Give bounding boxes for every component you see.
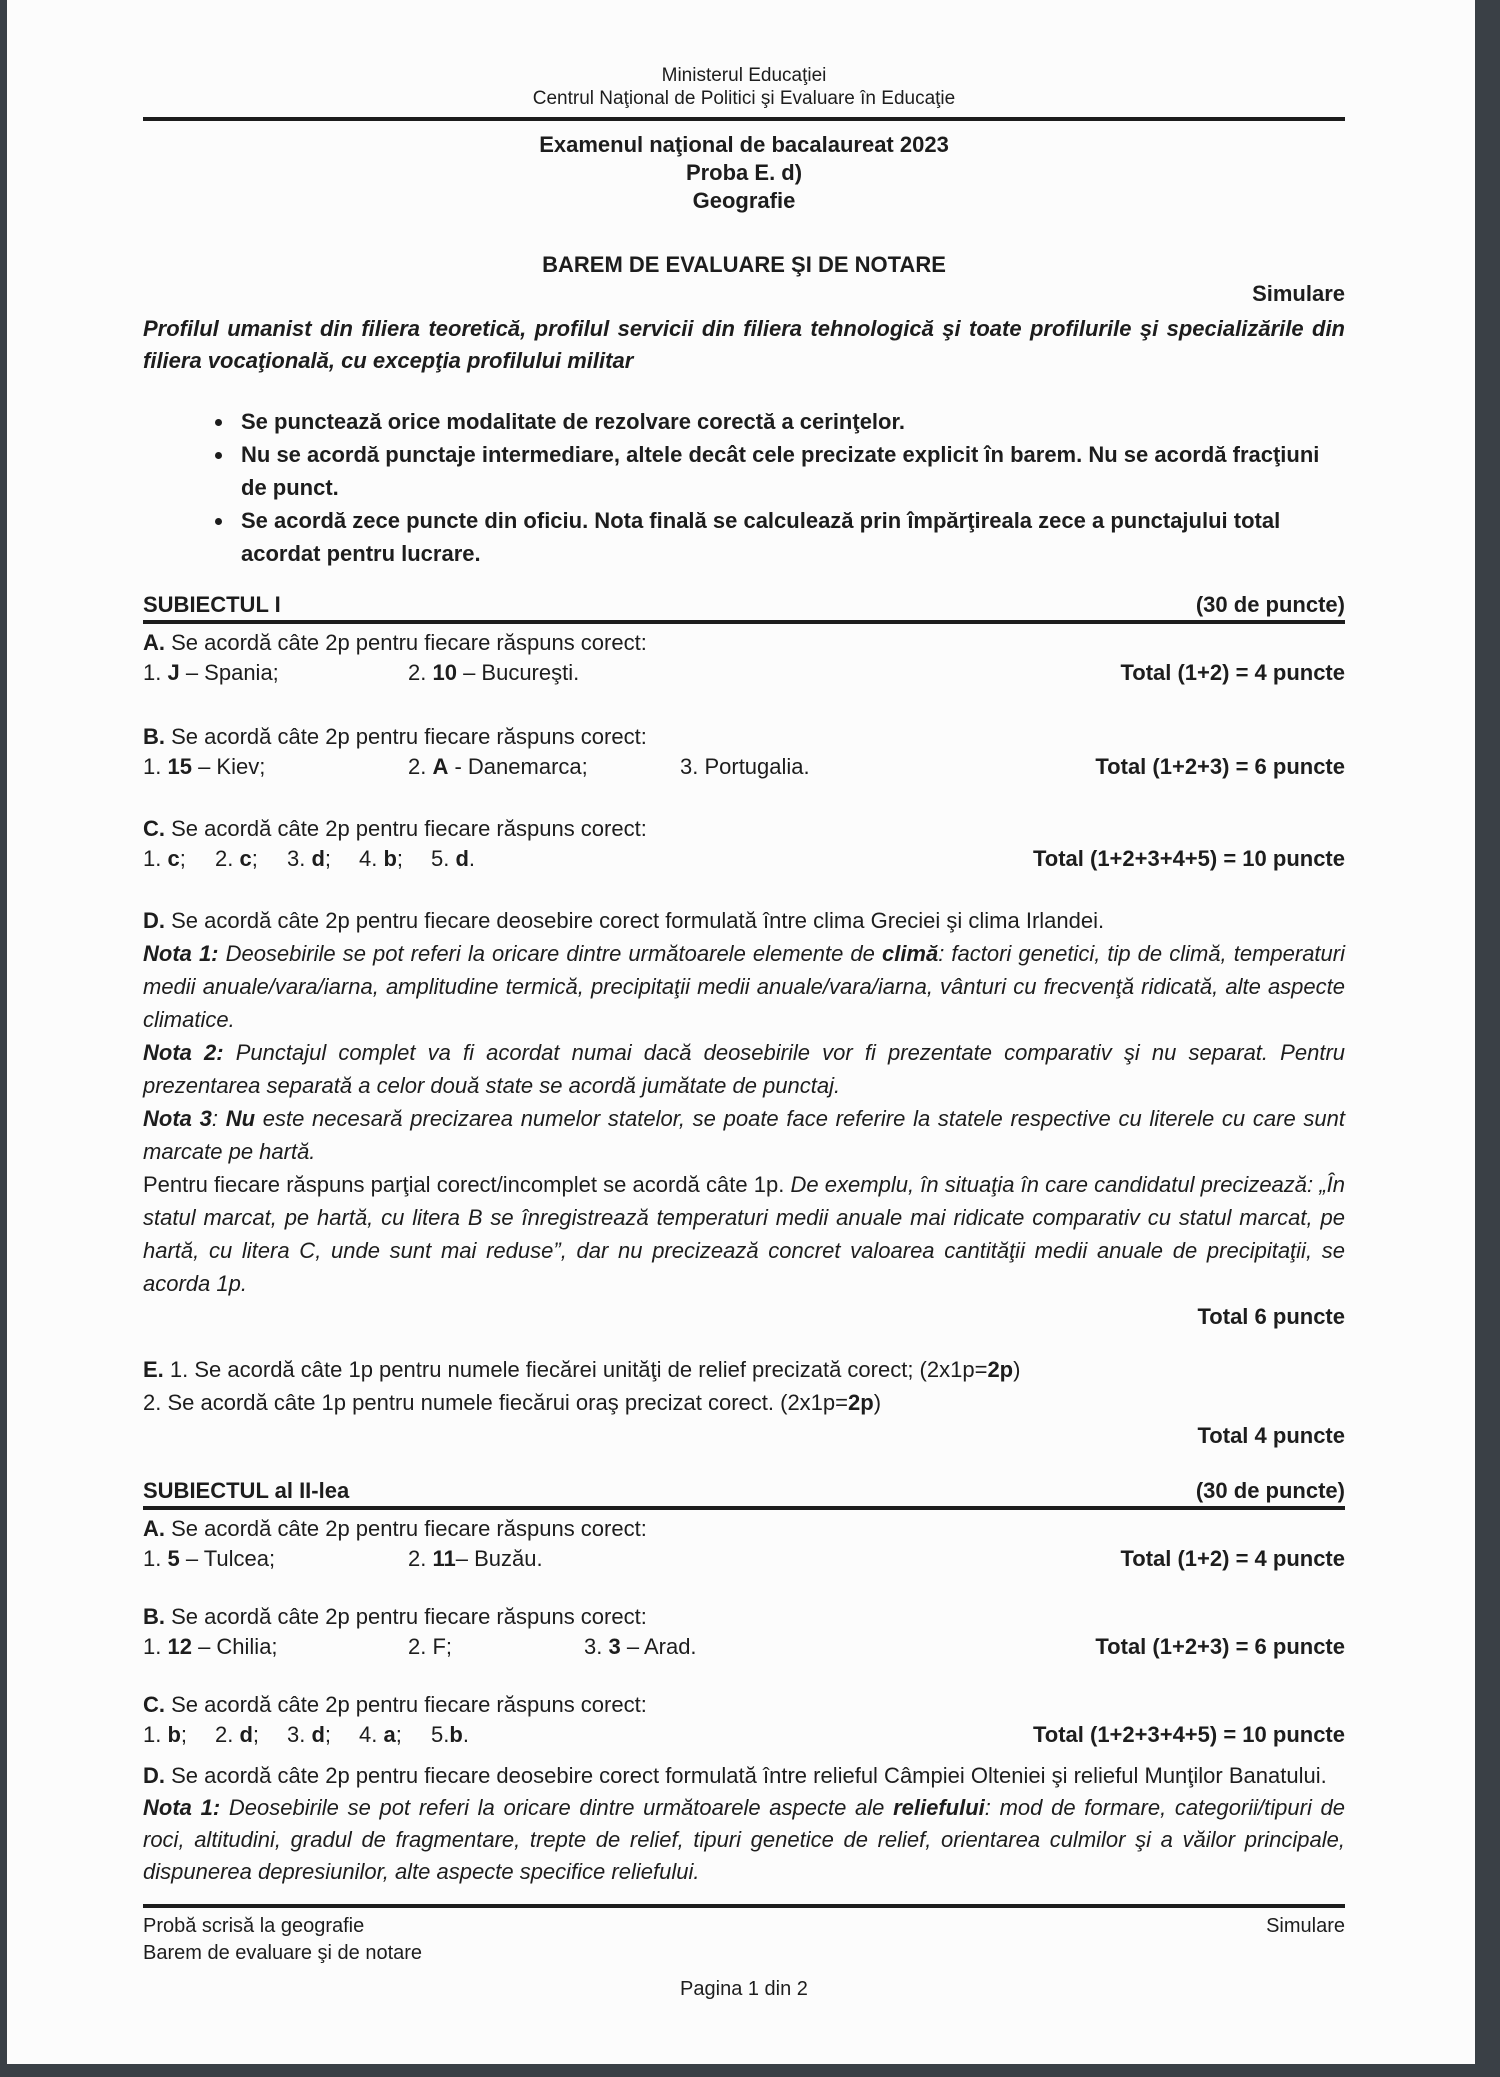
- answer-item: 2. d;: [215, 1722, 260, 1747]
- simulare-label: Simulare: [1252, 281, 1345, 306]
- general-rules-list: [143, 405, 1345, 570]
- answer-item: 4. b;: [359, 846, 404, 871]
- answer-item: 3. d;: [287, 846, 332, 871]
- footer-page-number: Pagina 1 din 2: [680, 1978, 808, 2000]
- ministry-line2: Centrul Naţional de Politici şi Evaluare în Educaţie: [532, 88, 956, 109]
- answer-item: 4. a;: [359, 1722, 402, 1747]
- answer-item: 1. b;: [143, 1722, 188, 1747]
- ministry-line1: Ministerul Educaţiei: [661, 65, 827, 86]
- rule-item-1: • Se punctează orice modalitate de rezolvare corectă a cerinţelor.: [235, 405, 1345, 438]
- s1-a-answers: [143, 658, 1345, 688]
- profile-paragraph: Profilul umanist din filiera teoretică, profilul servicii din filiera tehnologică şi toate profilurile şi specializările din filiera vocaţională, cu excepţia profilului militar: [143, 316, 1345, 373]
- s1-b-intro: B. Se acordă câte 2p pentru fiecare răspuns corect:: [143, 724, 647, 749]
- answer-item: 3. 3 – Arad.: [584, 1634, 697, 1659]
- s2-d-lead: D. Se acordă câte 2p pentru fiecare deosebire corect formulată între relieful Câmpiei Olteniei şi relieful Munţilor Banatului.: [143, 1763, 1327, 1788]
- s1-e-block: [143, 1353, 1345, 1452]
- answer-item: 2. F;: [408, 1634, 453, 1659]
- s2-b-answers: [143, 1632, 1345, 1662]
- page-content: [7, 0, 1475, 1888]
- answer-item: 2. 10 – Bucureşti.: [408, 660, 580, 685]
- footer-row: [143, 1913, 1345, 1940]
- answer-item: 5. d.: [431, 846, 476, 871]
- s1-e-line2: 2. Se acordă câte 1p pentru numele fiecărui oraş precizat corect. (2x1p=2p): [143, 1390, 882, 1415]
- answer-item: 1. 12 – Chilia;: [143, 1634, 278, 1659]
- answer-item: 5.b.: [431, 1722, 469, 1747]
- page-footer: [143, 1904, 1345, 2002]
- answer-item: 3. d;: [287, 1722, 332, 1747]
- answer-item: 2. 11– Buzău.: [408, 1546, 543, 1571]
- answer-item: 1. c;: [143, 846, 186, 871]
- footer-simulare: Simulare: [1266, 1915, 1345, 1937]
- barem-title: BAREM DE EVALUARE ŞI DE NOTARE: [542, 252, 946, 277]
- exam-subject: Geografie: [692, 188, 796, 213]
- header-divider: [143, 117, 1345, 121]
- document-page: [7, 0, 1475, 2064]
- s1-d-nota1: Nota 1: Deosebirile se pot referi la oricare dintre următoarele elemente de climă: factori genetici, tip de climă, temperaturi medii anuale/vara/iarna, amplitudine termică, precipitaţii medii anuale/vara/iarna, vânturi cu frecvenţă ridicată, alte aspecte climatice.: [143, 941, 1345, 1032]
- total-points: Total (1+2) = 4 puncte: [1120, 660, 1345, 685]
- rule-item-2: • Nu se acordă punctaje intermediare, altele decât cele precizate explicit în barem. Nu se acordă fracţiuni de punct.: [235, 438, 1345, 504]
- s2-c-answers: [143, 1720, 1345, 1750]
- footer-doc-name: Barem de evaluare şi de notare: [143, 1942, 423, 1964]
- s1-c-intro: C. Se acordă câte 2p pentru fiecare răspuns corect:: [143, 816, 647, 841]
- answer-item: 1. J – Spania;: [143, 660, 279, 685]
- s1-d-block: [143, 904, 1345, 1333]
- subiect2-title: SUBIECTUL al II-lea: [143, 1478, 350, 1503]
- footer-exam-name: Probă scrisă la geografie: [143, 1915, 365, 1937]
- s1-d-nota3: Nota 3: Nu este necesară precizarea numelor statelor, se poate face referire la statele respective cu literele cu care sunt marcate pe hartă.: [143, 1106, 1345, 1164]
- s2-a-intro: A. Se acordă câte 2p pentru fiecare răspuns corect:: [143, 1516, 647, 1541]
- s2-d-nota1: Nota 1: Deosebirile se pot referi la oricare dintre următoarele aspecte ale reliefului: mod de formare, categorii/tipuri de roci, altitudini, gradul de fragmentare, trepte de relief, tipuri genetice de relief, orientarea culmilor şi a văilor principale, dispunerea depresiunilor, alte aspecte specifice reliefului.: [143, 1795, 1346, 1884]
- partial-italic: De exemplu, în situaţia în care candidatul precizează: „În statul marcat, pe hartă, cu litera B se înregistrează temperaturi medii anuale mai ridicate comparativ cu statul marcat, pe hartă, cu litera C, unde sunt mai reduse”, dar nu precizează concret valoarea cantităţii medii anuale de precipitaţii, se acorda 1p.: [143, 1172, 1345, 1296]
- s2-d-block: [143, 1760, 1345, 1888]
- total-points: Total (1+2+3) = 6 puncte: [1095, 754, 1345, 779]
- subiect1-points: (30 de puncte): [1195, 592, 1345, 617]
- total-points: Total (1+2+3+4+5) = 10 puncte: [1032, 1722, 1345, 1747]
- s1-b-answers: [143, 752, 1345, 782]
- exam-proba: Proba E. d): [685, 160, 803, 185]
- subiect1-title: SUBIECTUL I: [143, 592, 281, 617]
- subiect2-points: (30 de puncte): [1195, 1478, 1345, 1503]
- s1-e-line1: E. 1. Se acordă câte 1p pentru numele fiecărei unităţi de relief precizată corect; (2x1p=2p): [143, 1357, 1021, 1382]
- s1-d-lead: D. Se acordă câte 2p pentru fiecare deosebire corect formulată între clima Greciei şi clima Irlandei.: [143, 908, 1105, 933]
- s2-b-intro: B. Se acordă câte 2p pentru fiecare răspuns corect:: [143, 1604, 647, 1629]
- s1-a-intro: A. Se acordă câte 2p pentru fiecare răspuns corect:: [143, 630, 647, 655]
- s1-c-answers: [143, 844, 1345, 874]
- footer-divider: [143, 1904, 1345, 1908]
- s2-a-answers: [143, 1544, 1345, 1574]
- answer-item: 2. A - Danemarca;: [408, 754, 588, 779]
- s1-d-total: Total 6 puncte: [1197, 1304, 1345, 1329]
- exam-title: Examenul naţional de bacalaureat 2023: [539, 132, 949, 157]
- answer-item: 2. c;: [215, 846, 258, 871]
- s1-d-partial: [143, 1168, 1345, 1300]
- s1-e-total: Total 4 puncte: [1197, 1423, 1345, 1448]
- subiect1-header: [143, 592, 1345, 624]
- answer-item: 3. Portugalia.: [680, 754, 810, 779]
- s2-c-intro: C. Se acordă câte 2p pentru fiecare răspuns corect:: [143, 1692, 647, 1717]
- answer-item: 1. 5 – Tulcea;: [143, 1546, 276, 1571]
- s1-d-nota2: Nota 2: Punctajul complet va fi acordat numai dacă deosebirile vor fi prezentate comparativ şi nu separat. Pentru prezentarea separată a celor două state se acordă jumătate de punctaj.: [143, 1040, 1346, 1098]
- rule-item-3: • Se acordă zece puncte din oficiu. Nota finală se calculează prin împărţireala zece a punctajului total acordat pentru lucrare.: [235, 504, 1345, 570]
- answer-item: 1. 15 – Kiev;: [143, 754, 266, 779]
- partial-plain: Pentru fiecare răspuns parţial corect/incomplet se acordă câte 1p.: [143, 1172, 791, 1197]
- total-points: Total (1+2) = 4 puncte: [1120, 1546, 1345, 1571]
- total-points: Total (1+2+3) = 6 puncte: [1095, 1634, 1345, 1659]
- subiect2-header: [143, 1478, 1345, 1510]
- total-points: Total (1+2+3+4+5) = 10 puncte: [1032, 846, 1345, 871]
